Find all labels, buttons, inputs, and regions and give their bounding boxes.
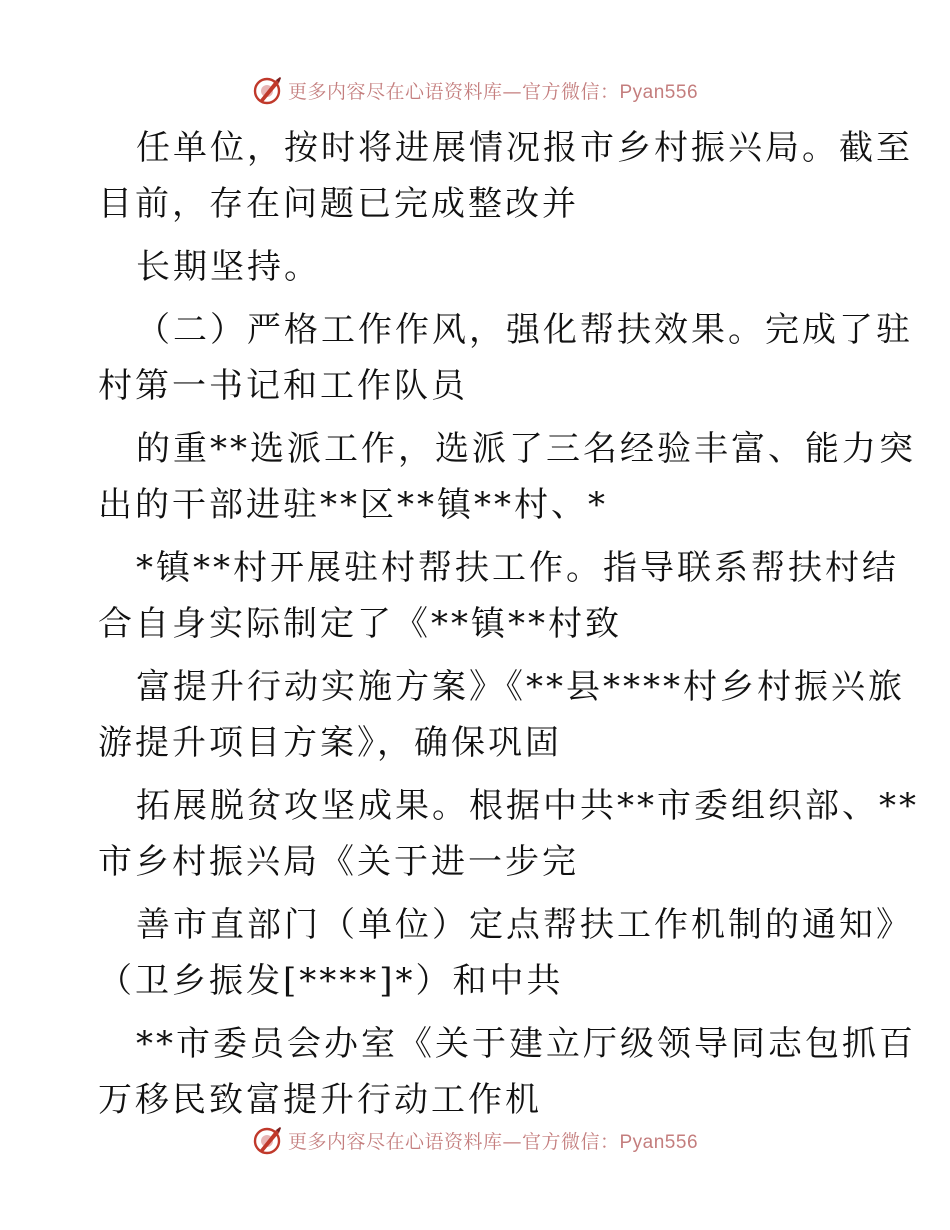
pen-logo-icon bbox=[252, 1124, 284, 1156]
header-watermark bbox=[0, 72, 950, 108]
text-line: 拓展脱贫攻坚成果。根据中共**市委组织部、** bbox=[136, 786, 919, 826]
text-line: 游提升项目方案》，确保巩固 bbox=[98, 723, 562, 763]
text-line: 万移民致富提升行动工作机 bbox=[98, 1080, 542, 1120]
text-line: **市委员会办室《关于建立厅级领导同志包抓百 bbox=[136, 1024, 916, 1064]
pen-logo-icon bbox=[252, 74, 284, 106]
text-line: 市乡村振兴局《关于进一步完 bbox=[98, 842, 579, 882]
watermark-text: 更多内容尽在心语资料库—官方微信：Pyan556 bbox=[287, 1130, 699, 1153]
text-line: 出的干部进驻**区**镇**村、* bbox=[98, 485, 608, 525]
text-line: 的重**选派工作，选派了三名经验丰富、能力突 bbox=[136, 429, 916, 469]
text-line: 善市直部门（单位）定点帮扶工作机制的通知》 bbox=[136, 905, 913, 945]
text-line: 长期坚持。 bbox=[136, 247, 321, 287]
watermark-text: 更多内容尽在心语资料库—官方微信：Pyan556 bbox=[287, 80, 699, 103]
body-text bbox=[98, 120, 919, 1128]
text-line: （二）严格工作作风，强化帮扶效果。完成了驻 bbox=[136, 310, 913, 350]
text-line: 任单位，按时将进展情况报市乡村振兴局。截至 bbox=[136, 128, 913, 168]
text-line: 合自身实际制定了《**镇**村致 bbox=[98, 604, 622, 644]
text-line: *镇**村开展驻村帮扶工作。指导联系帮扶村结 bbox=[136, 548, 899, 588]
text-line: （卫乡振发[****]*）和中共 bbox=[98, 961, 564, 1001]
text-line: 目前，存在问题已完成整改并 bbox=[98, 184, 579, 224]
text-line: 富提升行动实施方案》《**县****村乡村振兴旅 bbox=[136, 667, 905, 707]
footer-watermark bbox=[0, 1122, 950, 1158]
text-line: 村第一书记和工作队员 bbox=[98, 366, 468, 406]
